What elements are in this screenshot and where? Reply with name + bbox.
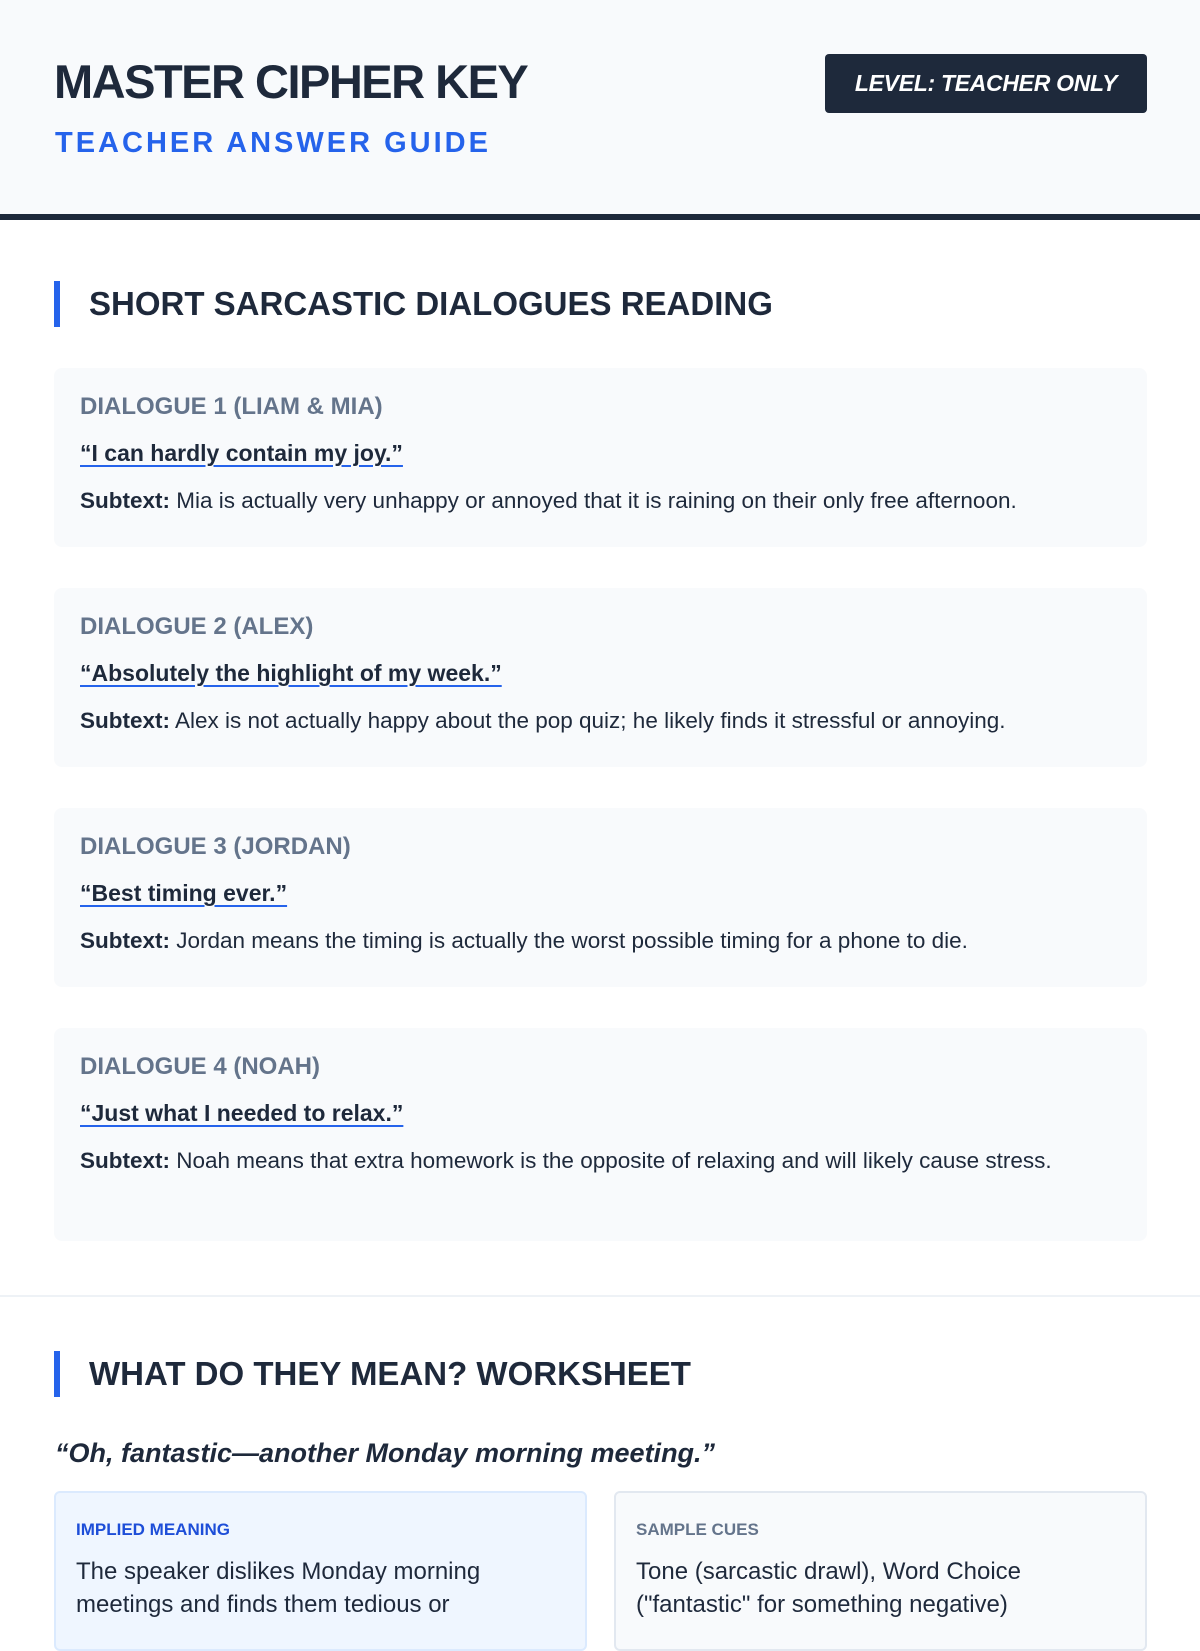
sample-cues-text: Tone (sarcastic drawl), Word Choice ("fantastic" for something negative) [636,1558,1022,1618]
section-divider [0,1295,1200,1297]
worksheet-prompt: “Oh, fantastic—another Monday morning meeting.” [55,1438,716,1468]
subtext-text: Mia is actually very unhappy or annoyed that it is raining on their only free afternoon. [170,488,1017,513]
subtext-text: Alex is not actually happy about the pop quiz; he likely finds it stressful or annoying. [170,708,1006,733]
sample-cues-label: SAMPLE CUES [636,1520,759,1539]
dialogue-quote: “Just what I needed to relax.” [80,1100,404,1126]
dialogue-quote: “Absolutely the highlight of my week.” [80,660,502,686]
sample-cues-panel [614,1491,1147,1651]
dialogue-card-1 [54,368,1147,547]
page-header [0,0,1200,220]
dialogue-label: DIALOGUE 4 (NOAH) [80,1053,320,1080]
implied-meaning-label: IMPLIED MEANING [76,1520,230,1539]
subtext-text: Noah means that extra homework is the opposite of relaxing and will likely cause stress. [170,1148,1052,1173]
subtext-label: Subtext: [80,928,170,953]
subtext-label: Subtext: [80,1148,170,1173]
implied-meaning-panel [54,1491,587,1651]
dialogue-subtext [80,1144,1121,1177]
subtext-label: Subtext: [80,708,170,733]
dialogue-subtext [80,484,1121,517]
subtext-label: Subtext: [80,488,170,513]
section-heading-worksheet: WHAT DO THEY MEAN? WORKSHEET [54,1351,691,1397]
dialogue-label: DIALOGUE 3 (JORDAN) [80,833,351,860]
dialogue-label: DIALOGUE 1 (LIAM & MIA) [80,393,383,420]
dialogue-card-4 [54,1028,1147,1241]
dialogue-subtext [80,704,1121,737]
implied-meaning-text: The speaker dislikes Monday morning meetings and finds them tedious or [76,1558,481,1618]
level-badge: LEVEL: TEACHER ONLY [825,54,1147,113]
page-title: MASTER CIPHER KEY [54,55,528,108]
dialogue-subtext [80,924,1121,957]
dialogue-quote: “I can hardly contain my joy.” [80,440,403,466]
page-subtitle: TEACHER ANSWER GUIDE [55,127,491,159]
subtext-text: Jordan means the timing is actually the worst possible timing for a phone to die. [170,928,968,953]
dialogue-label: DIALOGUE 2 (ALEX) [80,613,314,640]
dialogue-card-3 [54,808,1147,987]
section-heading-dialogues: SHORT SARCASTIC DIALOGUES READING [54,281,773,327]
dialogue-quote: “Best timing ever.” [80,880,288,906]
dialogue-card-2 [54,588,1147,767]
